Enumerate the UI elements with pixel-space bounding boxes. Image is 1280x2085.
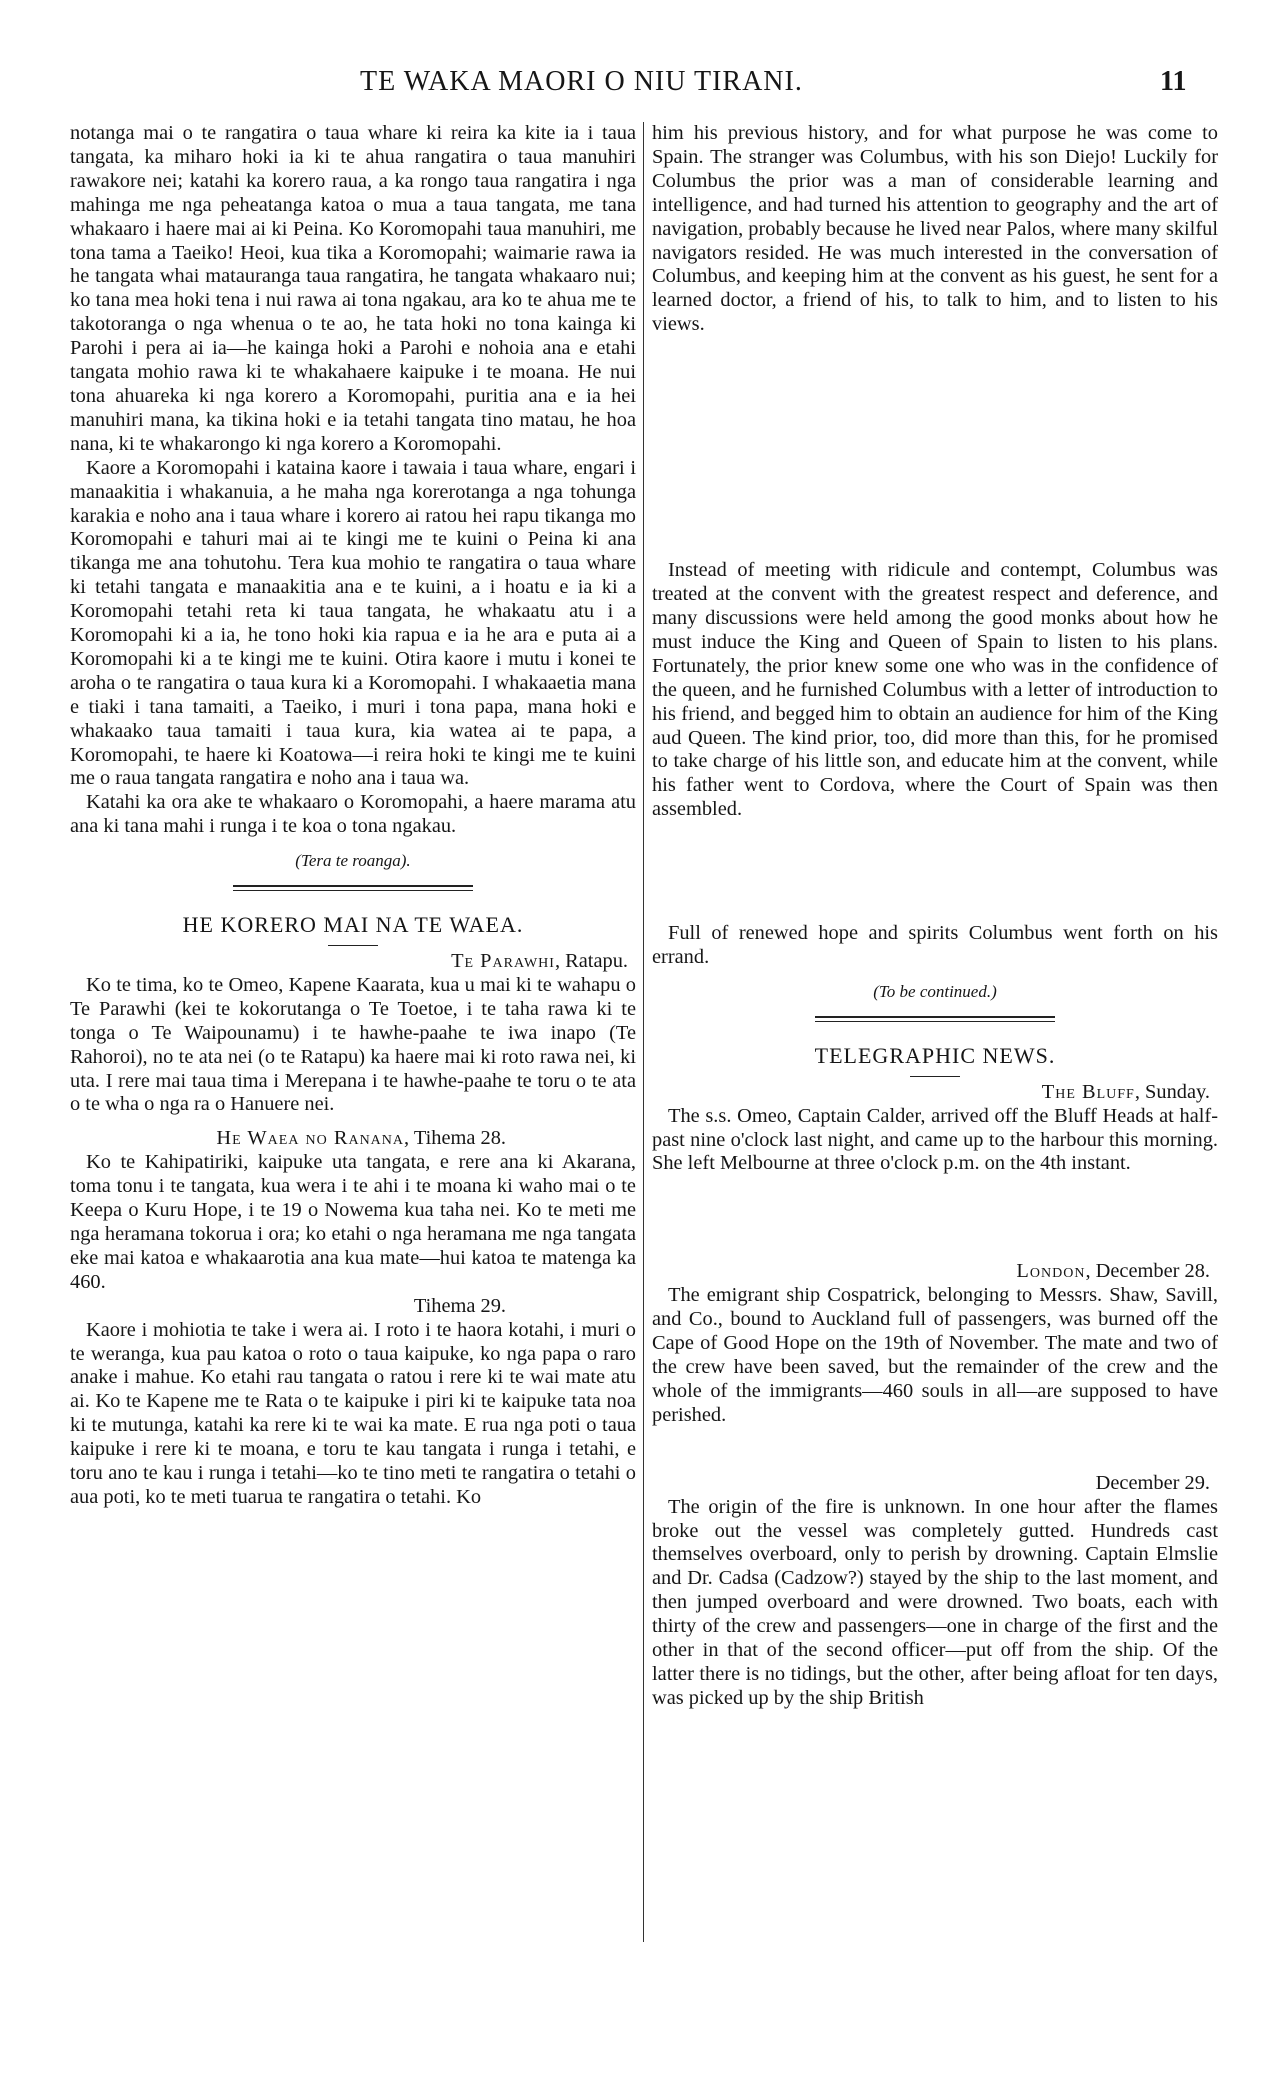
maori-para-2: Kaore a Koromopahi i kataina kaore i tawaia i taua whare, engari i manaakitia i whakanuia, a he maha nga korerotanga a nga tohunga karakia e noho ana i taua whare i korero ai ratou hei rapu tikanga mo Koromopahi e tahuri mai ai te kingi me te kuini o Peina ki ana tikanga me ana tohutohu. Tera kua mohio te rangatira o taua whare ki tetahi tangata e manaakitia ana e te kuini, a i hoatu e ia ki a Koromopahi tetahi reta ki taua tangata, he whakaatu atu i a Koromopahi ki a ia, he tono hoki kia rapua e ia he ara e puta ai a Koromopahi ki a te kingi me te kuini. Otira kaore i mutu i konei te aroha o te rangatira o taua kura ki a Koromopahi. I whakaaetia mana e tiaki i tana tamaiti, a Taeiko, i muri i tona papa, mana hoki e whakaako taua tamaiti i taua kura, kia watea ai te papa, a Koromopahi, te haere ki Koatowa—i reira hoki te kingi me te kuini me o raua tangata rangatira e noho ana i taua wa. <box>70 456 636 790</box>
english-dateline-2-place: London <box>1016 1260 1086 1283</box>
maori-dateline-1-day: , Ratapu. <box>554 950 628 972</box>
maori-para-5: Ko te Kahipatiriki, kaipuke uta tangata, e rere ana ki Akarana, toma tonu i te tangata, kua wera i te ahi i te moana ki waho mai o te Keepa o Kuru Hope, i te 19 o Nowema kua taha nei. Ko te meti me nga heramana tokorua i ora; ko etahi o nga heramana me nga tangata eke mai katoa e whakaarotia ana kua mate—hui katoa te matenga ka 460. <box>70 1151 636 1293</box>
section-rule <box>233 885 473 891</box>
masthead <box>0 66 1280 106</box>
english-dateline-2-date: , December 28. <box>1085 1260 1210 1283</box>
maori-continued-note: (Tera te roanga). <box>295 851 411 871</box>
english-para-1: him his previous history, and for what purpose he was come to Spain. The stranger was Columbus, with his son Diejo! Luckily for Columbus the prior was a man of considerable learning and intelligence, and had turned his attention to geography and the art of navigation, probably because he lived near Palos, where many skilful navigators resided. He was much interested in the conversation of Columbus, and keeping him at the convent as his guest, he sent for a learned doctor, a friend of his, to talk to him, and to listen to his views. <box>652 122 1218 336</box>
english-dateline-3: December 29. <box>1095 1471 1210 1494</box>
heading-rule <box>910 1076 960 1077</box>
english-para-3: Full of renewed hope and spirits Columbus went forth on his errand. <box>652 922 1218 969</box>
english-dateline-1-place: The Bluff <box>1041 1080 1135 1103</box>
heading-rule <box>328 945 378 946</box>
english-para-6: The origin of the fire is unknown. In one hour after the flames broke out the vessel was completely gutted. Hundreds cast themselves overboard, only to perish by drowning. Captain Elmslie and Dr. Cadsa (Cadzow?) stayed by the ship to the last moment, and then jumped overboard and were drowned. Two boats, each with thirty of the crew and passengers—one in charge of the first and the other in that of the second officer—put off from the ship. Of the latter there is no tidings, but the other, after being afloat for ten days, was picked up by the ship British <box>652 1495 1218 1709</box>
english-para-5: The emigrant ship Cospatrick, belonging to Messrs. Shaw, Savill, and Co., bound to Auckland full of passengers, was burned off the Cape of Good Hope on the 19th of November. The mate and two of the crew have been saved, but the remainder of the crew and the whole of the immigrants—460 souls in all—are supposed to have perished. <box>652 1284 1218 1426</box>
newspaper-title: TE WAKA MAORI O NIU TIRANI. <box>360 66 803 97</box>
english-dateline-1 <box>652 1081 1218 1105</box>
left-column <box>70 122 636 1510</box>
english-dateline-1-day: , Sunday. <box>1134 1080 1210 1103</box>
right-column <box>652 122 1218 1711</box>
maori-dateline-2-place: He Waea no Ranana <box>216 1127 405 1150</box>
maori-para-3: Katahi ka ora ake te whakaaro o Koromopahi, a haere marama atu ana ki tana mahi i runga i te koa o tona ngakau. <box>70 791 636 838</box>
maori-para-1: notanga mai o te rangatira o taua whare ki reira ka kite ia i taua tangata, ka miharo hoki ia ki te ahua rangatira o taua manuhiri rawakore nei; katahi ka korero raua, a ka rongo taua rangatira i nga mahinga me nga peheatanga katoa o mua a taua tangata, me tana whakaaro i haere mai ai ki Peina. Ko Koromopahi taua manuhiri, me tona tama a Taeiko! Heoi, kua tika a Koromopahi; waimarie rawa ia he tangata whai matauranga taua rangatira, he tangata whakaaro nui; ko tana mea hoki tena i nui rawa ai tona ngakau, ara ko te ahua me te takotoranga o nga whenua o te ao, he tata hoki no tona kainga ki Parohi i pera ai ia—he kainga hoki a Parohi e nohoia ana e etahi tangata mohio rawa ki te whakahaere kaipuke i te moana. He nui tona ahuareka ki nga korero a Koromopahi, puritia ana e ia hei manuhiri mana, ka tikina hoki e ia tetahi tangata tino matau, he hoa nana, ki te whakarongo ki nga korero a Koromopahi. <box>70 122 636 455</box>
english-dateline-2 <box>652 1260 1218 1284</box>
english-para-4: The s.s. Omeo, Captain Calder, arrived off the Bluff Heads at half-past nine o'clock last night, and came up to the harbour this morning. She left Melbourne at three o'clock p.m. on the 4th instant. <box>652 1104 1218 1175</box>
section-rule <box>815 1016 1055 1022</box>
column-divider <box>643 122 644 1942</box>
maori-para-4: Ko te tima, ko te Omeo, Kapene Kaarata, kua u mai ki te wahapu o Te Parawhi (kei te kokorutanga o Te Toetoe, i te taha rawa ki te tonga o Te Waipounamu) i te hawhe-paahe te iwa inapo (Te Rahoroi), no te ata nei (o te Ratapu) ka haere mai ki roto rawa nei, ki uta. I rere mai taua tima i Merepana i te hawhe-paahe te toru o te ata o te wha o nga ra o Hanuere nei. <box>70 973 636 1116</box>
maori-telegraph-heading: HE KORERO MAI NA TE WAEA. <box>182 912 524 938</box>
maori-dateline-2-date: , Tihema 28. <box>404 1127 506 1150</box>
maori-dateline-2 <box>70 1127 636 1151</box>
maori-dateline-3: Tihema 29. <box>413 1294 506 1317</box>
english-para-2: Instead of meeting with ridicule and contempt, Columbus was treated at the convent with the greatest respect and deference, and many discussions were held among the good monks about how he must induce the King and Queen of Spain to listen to his plans. Fortunately, the prior knew some one who was in the confidence of the queen, and he furnished Columbus with a letter of introduction to his friend, and begged him to obtain an audience for him of the King aud Queen. The kind prior, too, did more than this, for he promised to take charge of his little son, and educate him at the convent, while his father went to Cordova, where the Court of Spain was then assembled. <box>652 559 1218 821</box>
english-telegraph-heading: TELEGRAPHIC NEWS. <box>814 1042 1056 1068</box>
maori-dateline-1 <box>70 950 636 974</box>
maori-dateline-1-place: Te Parawhi <box>451 950 555 972</box>
maori-para-6: Kaore i mohiotia te take i wera ai. I roto i te haora kotahi, i muri o te weranga, kua pau katoa o roto o taua kaipuke, ko nga papa o raro anake i mahue. Ko etahi rau tangata o ratou i rere ki te wai mate atu ai. Ko te Kapene me te Rata o te kaipuke i piri ki te kaipuke tata noa ki te mutunga, katahi ka rere ki te wai ka mate. E rua nga poti o taua kaipuke i rere ki te moana, e toru te kau tangata i runga i tetahi, e toru ano te kau i runga i tetahi—ko te tino meti te rangatira o tetahi o aua poti, ko te meti tuarua te rangatira o tetahi. Ko <box>70 1318 636 1508</box>
page-number: 11 <box>1160 66 1187 97</box>
english-continued-note: (To be continued.) <box>873 981 997 1001</box>
